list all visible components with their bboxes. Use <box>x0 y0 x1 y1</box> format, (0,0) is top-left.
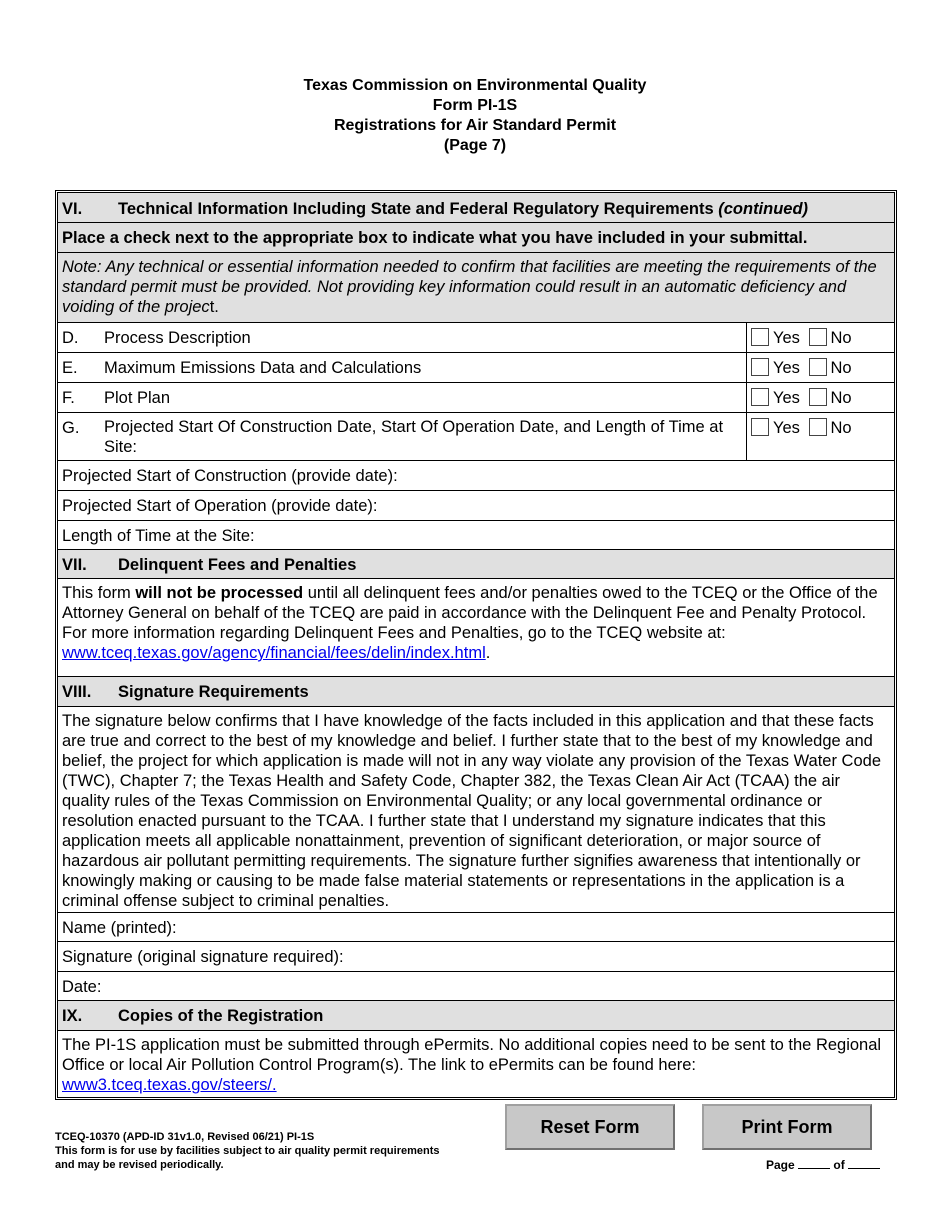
section-6-instruction: Place a check next to the appropriate box to indicate what you have included in your submittal. <box>58 223 894 253</box>
footer-note-line-2: and may be revised periodically. <box>55 1159 224 1171</box>
construction-date-label: Projected Start of Construction (provide date): <box>62 467 398 485</box>
item-g-row <box>58 413 894 461</box>
no-label: No <box>830 359 852 377</box>
section-7-title: Delinquent Fees and Penalties <box>118 556 357 574</box>
print-form-button[interactable]: Print Form <box>702 1104 872 1150</box>
section-7-body <box>58 579 894 677</box>
operation-date-label: Projected Start of Operation (provide date): <box>62 497 378 515</box>
delinquent-text-post: until all delinquent fees and/or penalties owed to the TCEQ or the Office of the Attorney General on behalf of the TCEQ are paid in accordance with the Delinquent Fee and Penalty Protocol. For more information regarding Delinquent Fees and Penalties, go to the TCEQ website at: <box>62 584 878 642</box>
yes-label: Yes <box>773 329 800 347</box>
delinquent-link-tail: . <box>485 644 491 662</box>
form-table <box>55 190 897 1100</box>
section-9-number: IX. <box>62 1007 83 1025</box>
section-6-number: VI. <box>62 200 83 218</box>
form-header <box>0 76 950 156</box>
item-d-no-checkbox[interactable] <box>809 328 827 346</box>
item-f-yes-checkbox[interactable] <box>751 388 769 406</box>
section-6-heading <box>58 193 894 223</box>
agency-name: Texas Commission on Environmental Quality <box>303 77 647 94</box>
section-9-title: Copies of the Registration <box>118 1007 324 1025</box>
section-6-continued: (continued) <box>718 200 809 218</box>
item-d-row <box>58 323 894 353</box>
date-label: Date: <box>62 978 102 996</box>
page-number <box>766 1158 880 1172</box>
item-f-no-checkbox[interactable] <box>809 388 827 406</box>
form-footer <box>55 1130 439 1172</box>
no-label: No <box>830 389 852 407</box>
signature-label: Signature (original signature required): <box>62 948 344 966</box>
delinquent-fees-link[interactable]: www.tceq.texas.gov/agency/financial/fees/delin/index.html <box>62 644 486 662</box>
section-8-number: VIII. <box>62 683 92 701</box>
name-printed-label: Name (printed): <box>62 919 177 937</box>
item-f-text: Plot Plan <box>104 389 171 407</box>
signature-field[interactable] <box>58 942 894 972</box>
footer-note-line-1: This form is for use by facilities subject to air quality permit requirements <box>55 1145 440 1157</box>
item-d-yes-no <box>746 323 894 352</box>
section-7-heading <box>58 550 894 579</box>
delinquent-text-pre: This form <box>62 584 136 602</box>
note-text: Note: Any technical or essential information needed to confirm that facilities are meeting the requirements of the standard permit must be provided. Not providing key information could result in an automatic deficiency and voiding of the projec <box>62 258 877 316</box>
item-e-yes-no <box>746 353 894 382</box>
section-6-note <box>58 253 894 323</box>
name-printed-field[interactable] <box>58 913 894 942</box>
item-f-yes-no <box>746 383 894 412</box>
section-8-body <box>58 707 894 913</box>
operation-date-field[interactable] <box>58 491 894 521</box>
section-9-heading <box>58 1001 894 1031</box>
of-label: of <box>833 1158 845 1172</box>
construction-date-field[interactable] <box>58 461 894 491</box>
item-g-text: Projected Start Of Construction Date, Start Of Operation Date, and Length of Time at Site: <box>104 418 724 456</box>
page-total-blank[interactable] <box>848 1159 880 1169</box>
item-e-no-checkbox[interactable] <box>809 358 827 376</box>
signature-statement: The signature below confirms that I have knowledge of the facts included in this application and that these facts are true and correct to the best of my knowledge and belief. I further state that to the best of my knowledge and belief, the project for which application is made will not in any way violate any provision of the Texas Water Code (TWC), Chapter 7; the Texas Health and Safety Code, Chapter 382, the Texas Clean Air Act (TCAA) the air quality rules of the Texas Commission on Environmental Quality; or any local governmental ordinance or resolution enacted pursuant to the TCAA. I further state that I understand my signature indicates that this application meets all applicable nonattainment, prevention of significant deterioration, or major source of hazardous air pollutant permitting requirements. The signature further signifies awareness that intentionally or knowingly making or causing to be made false material statements or representations in the application is a criminal offense subject to criminal penalties. <box>62 712 882 910</box>
form-number: Form PI-1S <box>432 97 518 114</box>
yes-label: Yes <box>773 359 800 377</box>
reset-form-button[interactable]: Reset Form <box>505 1104 675 1150</box>
yes-label: Yes <box>773 419 800 437</box>
note-text-tail: t. <box>209 298 219 316</box>
page-current-blank[interactable] <box>798 1159 830 1169</box>
section-9-body <box>58 1031 894 1097</box>
section-8-heading <box>58 677 894 707</box>
item-e-row <box>58 353 894 383</box>
item-f-row <box>58 383 894 413</box>
page-indicator: (Page 7) <box>443 137 507 154</box>
item-g-no-checkbox[interactable] <box>809 418 827 436</box>
date-field[interactable] <box>58 972 894 1001</box>
item-d-letter: D. <box>62 329 79 347</box>
item-g-yes-no <box>746 413 894 460</box>
item-e-yes-checkbox[interactable] <box>751 358 769 376</box>
item-g-yes-checkbox[interactable] <box>751 418 769 436</box>
item-g-letter: G. <box>62 419 80 437</box>
no-label: No <box>830 329 852 347</box>
item-d-text: Process Description <box>104 329 251 347</box>
no-label: No <box>830 419 852 437</box>
section-8-title: Signature Requirements <box>118 683 309 701</box>
length-of-time-label: Length of Time at the Site: <box>62 527 255 545</box>
epermits-link[interactable]: www3.tceq.texas.gov/steers/. <box>62 1076 277 1094</box>
delinquent-text-bold: will not be processed <box>135 584 304 602</box>
footer-form-id: TCEQ-10370 (APD-ID 31v1.0, Revised 06/21) PI-1S <box>55 1131 315 1143</box>
item-e-text: Maximum Emissions Data and Calculations <box>104 359 422 377</box>
copies-text: The PI-1S application must be submitted through ePermits. No additional copies need to be sent to the Regional Office or local Air Pollution Control Program(s). The link to ePermits can be found here: <box>62 1036 882 1074</box>
page-label: Page <box>766 1158 795 1172</box>
section-6-title: Technical Information Including State and Federal Regulatory Requirements <box>118 200 714 218</box>
item-e-letter: E. <box>62 359 78 377</box>
section-7-number: VII. <box>62 556 87 574</box>
item-f-letter: F. <box>62 389 75 407</box>
length-of-time-field[interactable] <box>58 521 894 550</box>
item-d-yes-checkbox[interactable] <box>751 328 769 346</box>
form-title: Registrations for Air Standard Permit <box>333 117 617 134</box>
yes-label: Yes <box>773 389 800 407</box>
